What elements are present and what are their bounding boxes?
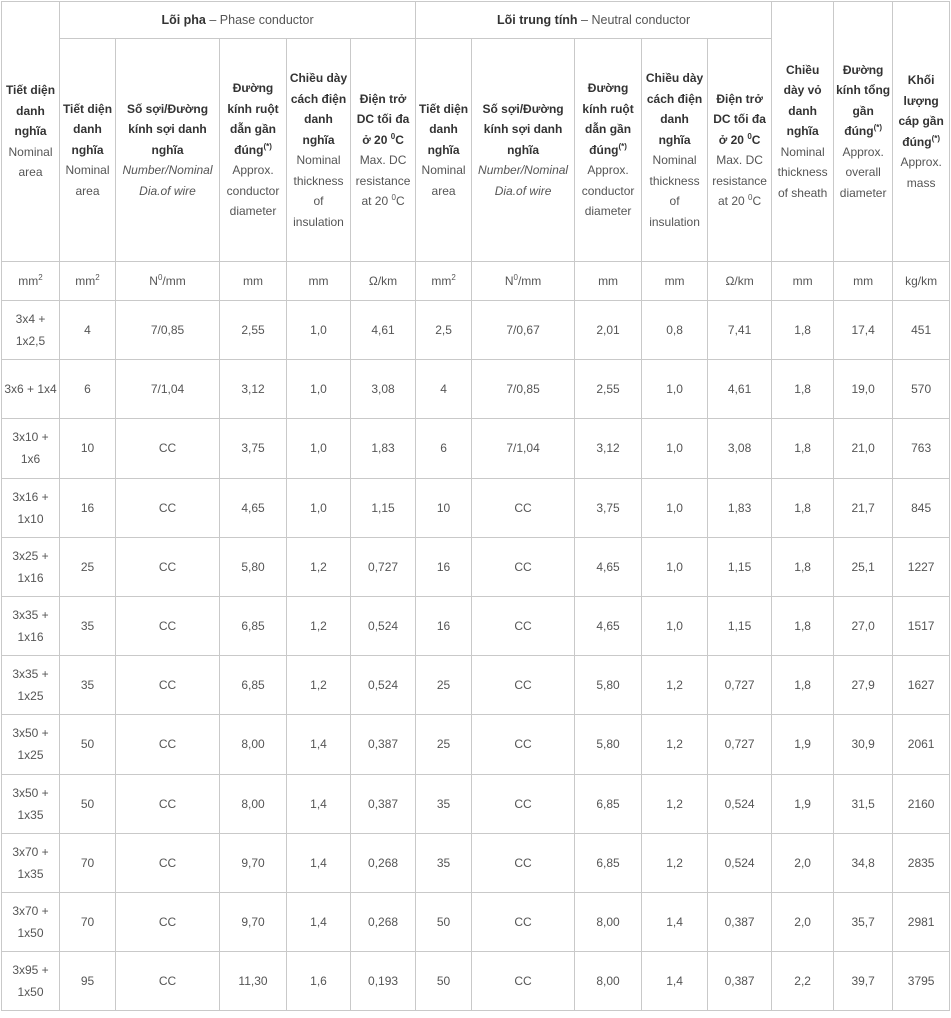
table-cell: CC xyxy=(472,478,575,537)
table-cell: 10 xyxy=(60,419,116,478)
table-row xyxy=(2,537,950,596)
table-cell: 35,7 xyxy=(834,892,893,951)
table-cell: 0,387 xyxy=(708,952,772,1011)
table-row xyxy=(2,478,950,537)
table-cell: 21,0 xyxy=(834,419,893,478)
table-cell: 1,15 xyxy=(708,537,772,596)
table-cell: 1,0 xyxy=(287,301,351,360)
table-row xyxy=(2,774,950,833)
table-cell: 50 xyxy=(60,715,116,774)
table-cell: 0,524 xyxy=(351,656,416,715)
table-row xyxy=(2,596,950,655)
table-cell: 0,524 xyxy=(708,774,772,833)
cable-size-cell: 3x35 + 1x16 xyxy=(2,596,60,655)
table-cell: 0,193 xyxy=(351,952,416,1011)
table-cell: 1,2 xyxy=(287,596,351,655)
table-row xyxy=(2,892,950,951)
table-cell: 1,0 xyxy=(287,360,351,419)
table-cell: 30,9 xyxy=(834,715,893,774)
neutral-area-header: Tiết diện danh nghĩa Nominal area xyxy=(416,39,472,262)
table-cell: 1,8 xyxy=(772,656,834,715)
table-cell: 9,70 xyxy=(220,833,287,892)
sheath-header: Chiều dày vỏ danh nghĩa Nominal thickness of sheath xyxy=(772,2,834,262)
table-cell: 16 xyxy=(60,478,116,537)
table-cell: 4,61 xyxy=(708,360,772,419)
table-row xyxy=(2,301,950,360)
table-cell: CC xyxy=(116,833,220,892)
table-cell: 31,5 xyxy=(834,774,893,833)
table-cell: 845 xyxy=(893,478,950,537)
table-cell: 11,30 xyxy=(220,952,287,1011)
table-cell: 1,8 xyxy=(772,596,834,655)
table-cell: CC xyxy=(116,715,220,774)
unit-cell: mm xyxy=(287,262,351,301)
neutral-insulation-header: Chiều dày cách điện danh nghĩa Nominal thickness of insulation xyxy=(642,39,708,262)
table-cell: 4,61 xyxy=(351,301,416,360)
table-cell: 21,7 xyxy=(834,478,893,537)
table-cell: 4 xyxy=(60,301,116,360)
table-cell: 0,524 xyxy=(708,833,772,892)
table-cell: 35 xyxy=(416,774,472,833)
table-cell: 50 xyxy=(416,952,472,1011)
table-cell: 95 xyxy=(60,952,116,1011)
units-row xyxy=(2,262,950,301)
table-cell: 1,4 xyxy=(287,892,351,951)
table-cell: 9,70 xyxy=(220,892,287,951)
table-cell: CC xyxy=(116,952,220,1011)
table-cell: 1,4 xyxy=(287,833,351,892)
table-cell: 25 xyxy=(60,537,116,596)
table-cell: CC xyxy=(116,596,220,655)
cable-size-cell: 3x50 + 1x35 xyxy=(2,774,60,833)
table-cell: 0,524 xyxy=(351,596,416,655)
neutral-resistance-header: Điện trở DC tối đa ở 20 $^0$C Max. DC resistance at 20 $^0$C xyxy=(708,39,772,262)
cable-size-cell: 3x6 + 1x4 xyxy=(2,360,60,419)
table-cell: 0,268 xyxy=(351,892,416,951)
mass-header: Khối lượng cáp gần đúng(*) Approx. mass xyxy=(893,2,950,262)
table-cell: 19,0 xyxy=(834,360,893,419)
table-row xyxy=(2,715,950,774)
table-cell: CC xyxy=(472,537,575,596)
table-cell: CC xyxy=(116,419,220,478)
table-cell: 7/0,67 xyxy=(472,301,575,360)
table-cell: 3,08 xyxy=(708,419,772,478)
overall-diameter-header: Đường kính tổng gần đúng(*) Approx. overall diameter xyxy=(834,2,893,262)
table-cell: 0,268 xyxy=(351,833,416,892)
table-cell: 6,85 xyxy=(575,833,642,892)
table-cell: CC xyxy=(116,892,220,951)
table-cell: CC xyxy=(472,892,575,951)
table-cell: 3,75 xyxy=(220,419,287,478)
table-cell: 1,6 xyxy=(287,952,351,1011)
table-cell: 0,727 xyxy=(351,537,416,596)
neutral-diameter-header: Đường kính ruột dẫn gần đúng(*) Approx. conductor diameter xyxy=(575,39,642,262)
table-cell: CC xyxy=(472,774,575,833)
table-cell: 2835 xyxy=(893,833,950,892)
unit-cell: $N^0/mm$ xyxy=(472,262,575,301)
table-cell: 8,00 xyxy=(220,774,287,833)
area-header: Tiết diện danh nghĩa Nominal area xyxy=(2,2,60,262)
unit-cell: mm xyxy=(642,262,708,301)
table-cell: 1,4 xyxy=(287,774,351,833)
table-cell: 1,2 xyxy=(287,656,351,715)
table-cell: 0,8 xyxy=(642,301,708,360)
table-cell: 2160 xyxy=(893,774,950,833)
table-cell: 5,80 xyxy=(220,537,287,596)
table-cell: 1,15 xyxy=(351,478,416,537)
table-cell: 0,387 xyxy=(708,892,772,951)
cable-size-cell: 3x70 + 1x50 xyxy=(2,892,60,951)
table-row xyxy=(2,833,950,892)
phase-area-header: Tiết diện danh nghĩa Nominal area xyxy=(60,39,116,262)
phase-insulation-header: Chiều dày cách điện danh nghĩa Nominal thickness of insulation xyxy=(287,39,351,262)
table-cell: 1,0 xyxy=(287,419,351,478)
table-cell: 4,65 xyxy=(575,537,642,596)
table-cell: 3,08 xyxy=(351,360,416,419)
table-cell: 1,83 xyxy=(708,478,772,537)
unit-cell: Ω/km xyxy=(708,262,772,301)
table-cell: 1,4 xyxy=(642,892,708,951)
table-cell: 451 xyxy=(893,301,950,360)
table-cell: 27,9 xyxy=(834,656,893,715)
table-cell: 6,85 xyxy=(220,596,287,655)
table-cell: 7/1,04 xyxy=(116,360,220,419)
unit-cell: $mm^2$ xyxy=(416,262,472,301)
table-cell: 3,12 xyxy=(220,360,287,419)
table-row xyxy=(2,360,950,419)
table-cell: 5,80 xyxy=(575,715,642,774)
table-cell: 1,2 xyxy=(642,774,708,833)
unit-cell: $mm^2$ xyxy=(60,262,116,301)
table-cell: 2,55 xyxy=(575,360,642,419)
neutral-wire-header: Số sợi/Đường kính sợi danh nghĩa Number/Nominal Dia.of wire xyxy=(472,39,575,262)
table-cell: 2981 xyxy=(893,892,950,951)
cable-size-cell: 3x25 + 1x16 xyxy=(2,537,60,596)
table-cell: 3795 xyxy=(893,952,950,1011)
unit-cell: kg/km xyxy=(893,262,950,301)
unit-cell: mm xyxy=(772,262,834,301)
table-cell: 70 xyxy=(60,892,116,951)
table-cell: 1,9 xyxy=(772,715,834,774)
table-cell: 50 xyxy=(416,892,472,951)
table-cell: 8,00 xyxy=(220,715,287,774)
table-cell: 1,83 xyxy=(351,419,416,478)
unit-cell: mm xyxy=(834,262,893,301)
table-cell: CC xyxy=(116,774,220,833)
table-cell: 0,387 xyxy=(351,715,416,774)
table-cell: 0,727 xyxy=(708,656,772,715)
header-row-groups xyxy=(2,2,950,39)
table-cell: 1,0 xyxy=(642,360,708,419)
table-cell: 35 xyxy=(60,656,116,715)
table-cell: 2,55 xyxy=(220,301,287,360)
table-cell: 1,8 xyxy=(772,478,834,537)
table-cell: 8,00 xyxy=(575,892,642,951)
table-cell: 1517 xyxy=(893,596,950,655)
table-cell: 1,0 xyxy=(642,478,708,537)
table-cell: CC xyxy=(472,596,575,655)
table-cell: 1227 xyxy=(893,537,950,596)
table-cell: 70 xyxy=(60,833,116,892)
table-cell: 25,1 xyxy=(834,537,893,596)
table-cell: 16 xyxy=(416,596,472,655)
table-row xyxy=(2,656,950,715)
unit-cell: Ω/km xyxy=(351,262,416,301)
phase-conductor-header: Lõi pha – Phase conductor xyxy=(60,2,416,39)
cable-spec-table xyxy=(1,1,950,1011)
neutral-conductor-header: Lõi trung tính – Neutral conductor xyxy=(416,2,772,39)
table-cell: 1,8 xyxy=(772,360,834,419)
phase-resistance-header: Điện trở DC tối đa ở 20 $^0$C Max. DC resistance at 20 $^0$C xyxy=(351,39,416,262)
table-cell: 4 xyxy=(416,360,472,419)
table-cell: 5,80 xyxy=(575,656,642,715)
table-cell: 1,2 xyxy=(642,833,708,892)
unit-cell: mm xyxy=(220,262,287,301)
table-cell: CC xyxy=(116,537,220,596)
table-cell: 570 xyxy=(893,360,950,419)
table-cell: 2,0 xyxy=(772,892,834,951)
table-cell: CC xyxy=(472,656,575,715)
table-cell: 35 xyxy=(60,596,116,655)
table-cell: 1,2 xyxy=(287,537,351,596)
table-cell: 1,4 xyxy=(642,952,708,1011)
table-body xyxy=(2,301,950,1011)
table-cell: 1,2 xyxy=(642,656,708,715)
table-cell: CC xyxy=(472,952,575,1011)
table-cell: 25 xyxy=(416,656,472,715)
table-cell: 25 xyxy=(416,715,472,774)
table-cell: 1627 xyxy=(893,656,950,715)
table-cell: CC xyxy=(116,656,220,715)
table-cell: 6 xyxy=(60,360,116,419)
table-cell: 35 xyxy=(416,833,472,892)
table-cell: 1,4 xyxy=(287,715,351,774)
table-cell: 3,12 xyxy=(575,419,642,478)
table-cell: CC xyxy=(472,833,575,892)
table-cell: CC xyxy=(116,478,220,537)
table-cell: 0,387 xyxy=(351,774,416,833)
table-cell: 1,15 xyxy=(708,596,772,655)
phase-wire-header: Số sợi/Đường kính sợi danh nghĩa Number/Nominal Dia.of wire xyxy=(116,39,220,262)
phase-diameter-header: Đường kính ruột dẫn gần đúng(*) Approx. conductor diameter xyxy=(220,39,287,262)
cable-size-cell: 3x16 + 1x10 xyxy=(2,478,60,537)
table-cell: 8,00 xyxy=(575,952,642,1011)
table-cell: 27,0 xyxy=(834,596,893,655)
table-cell: 6,85 xyxy=(575,774,642,833)
table-cell: 1,8 xyxy=(772,537,834,596)
table-cell: 1,2 xyxy=(642,715,708,774)
cable-size-cell: 3x35 + 1x25 xyxy=(2,656,60,715)
table-cell: 1,0 xyxy=(642,596,708,655)
table-cell: 7,41 xyxy=(708,301,772,360)
table-cell: 6 xyxy=(416,419,472,478)
cable-size-cell: 3x10 + 1x6 xyxy=(2,419,60,478)
table-row xyxy=(2,419,950,478)
cable-size-cell: 3x4 + 1x2,5 xyxy=(2,301,60,360)
table-cell: 10 xyxy=(416,478,472,537)
table-cell: 0,727 xyxy=(708,715,772,774)
table-cell: 3,75 xyxy=(575,478,642,537)
cable-size-cell: 3x95 + 1x50 xyxy=(2,952,60,1011)
table-cell: 1,0 xyxy=(642,419,708,478)
table-cell: 1,9 xyxy=(772,774,834,833)
table-cell: 34,8 xyxy=(834,833,893,892)
table-cell: 7/0,85 xyxy=(116,301,220,360)
table-cell: 1,8 xyxy=(772,301,834,360)
table-cell: 2,5 xyxy=(416,301,472,360)
table-cell: 4,65 xyxy=(220,478,287,537)
unit-cell: $N^0/mm$ xyxy=(116,262,220,301)
table-cell: 6,85 xyxy=(220,656,287,715)
cable-size-cell: 3x50 + 1x25 xyxy=(2,715,60,774)
unit-cell: mm xyxy=(575,262,642,301)
table-cell: 2,2 xyxy=(772,952,834,1011)
table-cell: 17,4 xyxy=(834,301,893,360)
table-row xyxy=(2,952,950,1011)
table-cell: 7/1,04 xyxy=(472,419,575,478)
table-cell: 50 xyxy=(60,774,116,833)
table-cell: 2,0 xyxy=(772,833,834,892)
table-cell: 4,65 xyxy=(575,596,642,655)
table-cell: 1,0 xyxy=(287,478,351,537)
table-cell: CC xyxy=(472,715,575,774)
table-cell: 7/0,85 xyxy=(472,360,575,419)
table-cell: 2061 xyxy=(893,715,950,774)
table-cell: 39,7 xyxy=(834,952,893,1011)
table-cell: 2,01 xyxy=(575,301,642,360)
table-cell: 1,8 xyxy=(772,419,834,478)
cable-size-cell: 3x70 + 1x35 xyxy=(2,833,60,892)
table-cell: 763 xyxy=(893,419,950,478)
table-cell: 16 xyxy=(416,537,472,596)
table-cell: 1,0 xyxy=(642,537,708,596)
unit-cell: $mm^2$ xyxy=(2,262,60,301)
